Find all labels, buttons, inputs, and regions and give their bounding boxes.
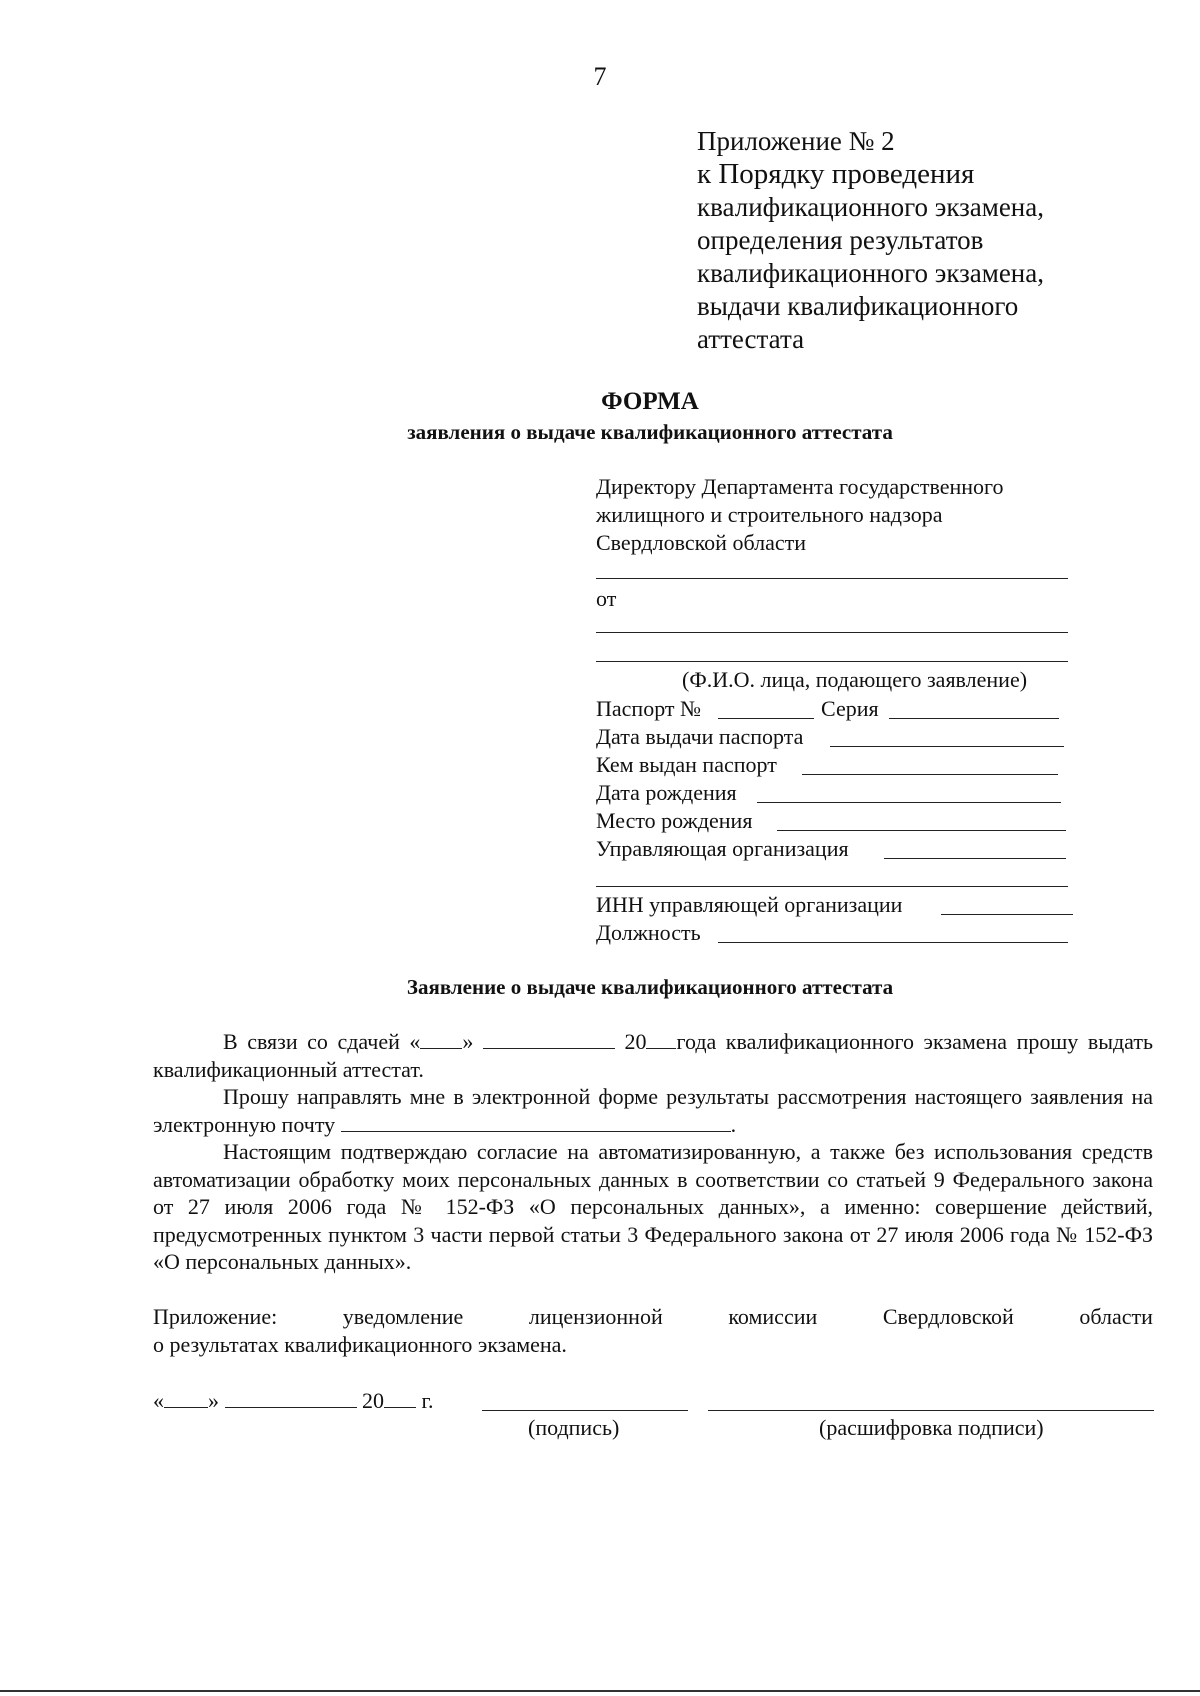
year-blank[interactable]	[646, 1030, 676, 1049]
attachment-word-3: лицензионной	[528, 1304, 663, 1329]
sign-month-blank[interactable]	[225, 1389, 357, 1408]
issue-date-label: Дата выдачи паспорта	[596, 724, 804, 749]
attachment-line-1	[153, 1303, 1153, 1331]
passport-number-label: Паспорт №	[596, 696, 702, 721]
sign-year-blank[interactable]	[384, 1389, 416, 1408]
attachment-line-2: о результатах квалификационного экзамена.	[153, 1332, 567, 1357]
appendix-line-6: выдачи квалификационного	[697, 291, 1019, 321]
p1-text-d: года квалификационного экзамена прошу выдать квалификационный аттестат.	[153, 1029, 1154, 1082]
sign-year-prefix: 20	[362, 1388, 384, 1413]
sign-day-blank[interactable]	[164, 1389, 208, 1408]
appendix-line-3: квалификационного экзамена,	[697, 192, 1044, 222]
form-subtitle: заявления о выдаче квалификационного аттестата	[407, 420, 893, 444]
attachment-block	[153, 1303, 1153, 1359]
inn-line[interactable]	[941, 914, 1073, 915]
p1-text-a: В связи со сдачей «	[223, 1029, 421, 1054]
statement-body	[153, 1028, 1153, 1276]
attachment-word-1: Приложение:	[153, 1304, 278, 1329]
addressee-block	[596, 473, 1076, 557]
email-blank[interactable]	[341, 1113, 731, 1132]
attachment-word-6: области	[1079, 1304, 1153, 1329]
appendix-line-7: аттестата	[697, 324, 805, 354]
signature-decoding-line[interactable]	[708, 1410, 1154, 1411]
inn-label: ИНН управляющей организации	[596, 892, 903, 917]
attachment-word-4: комиссии	[728, 1304, 818, 1329]
issued-by-line[interactable]	[802, 774, 1058, 775]
birth-date-label: Дата рождения	[596, 780, 737, 805]
form-title: ФОРМА	[601, 388, 699, 415]
issued-by-label: Кем выдан паспорт	[596, 752, 777, 777]
p2-text-b: .	[730, 1111, 737, 1137]
addressee-line-3: Свердловской области	[596, 530, 806, 555]
addressee-line-2: жилищного и строительного надзора	[596, 502, 943, 527]
passport-series-label: Серия	[821, 696, 879, 721]
statement-paragraph-3: Настоящим подтверждаю согласие на автоматизированную, а также без использования средств автоматизации обработку моих персональных данных в соответствии со статьей 9 Федерального закона от 27 июля 2006 года № 152-ФЗ «О персональных данных», а именно: совершение действий, предусмотренных пунктом 3 части первой статьи 3 Федерального закона от 27 июля 2006 года № 152-ФЗ «О персональных данных».	[153, 1139, 1153, 1274]
signature-caption: (подпись)	[528, 1415, 620, 1440]
managing-org-line-2[interactable]	[596, 886, 1068, 887]
appendix-header	[697, 125, 1117, 356]
bottom-rule	[0, 1690, 1200, 1692]
issue-date-line[interactable]	[830, 746, 1064, 747]
date-close-quote: »	[208, 1388, 219, 1413]
passport-series-line[interactable]	[889, 718, 1059, 719]
attachment-word-2: уведомление	[342, 1304, 464, 1329]
birth-date-line[interactable]	[757, 802, 1061, 803]
p2-text-a: Прошу направлять мне в электронной форме результаты рассмотрения настоящего заявления на электронную почту	[153, 1084, 1153, 1137]
appendix-line-4: определения результатов	[697, 225, 984, 255]
month-blank[interactable]	[483, 1030, 615, 1049]
position-line[interactable]	[718, 942, 1068, 943]
managing-org-line[interactable]	[884, 858, 1066, 859]
date-open-quote: «	[153, 1388, 164, 1413]
passport-number-line[interactable]	[718, 718, 814, 719]
fio-caption: (Ф.И.О. лица, подающего заявление)	[682, 667, 1028, 692]
director-name-line[interactable]	[596, 578, 1068, 579]
sign-year-suffix: г.	[421, 1388, 434, 1413]
statement-paragraph-2	[153, 1083, 1153, 1138]
p1-text-c: 20	[624, 1029, 647, 1054]
statement-title: Заявление о выдаче квалификационного аттестата	[406, 975, 894, 999]
appendix-line-2: к Порядку проведения	[697, 158, 975, 190]
appendix-line-5: квалификационного экзамена,	[697, 258, 1044, 288]
from-label: от	[596, 586, 617, 611]
birth-place-label: Место рождения	[596, 808, 753, 833]
signature-line[interactable]	[482, 1410, 688, 1411]
day-blank[interactable]	[420, 1030, 462, 1049]
from-line-1[interactable]	[596, 632, 1068, 633]
page-number: 7	[593, 62, 607, 91]
from-line-2[interactable]	[596, 661, 1068, 662]
appendix-line-1: Приложение № 2	[697, 126, 895, 156]
addressee-line-1: Директору Департамента государственного	[596, 474, 1004, 499]
decoding-caption: (расшифровка подписи)	[819, 1415, 1044, 1440]
birth-place-line[interactable]	[777, 830, 1066, 831]
attachment-word-5: Свердловской	[882, 1304, 1014, 1329]
managing-org-label: Управляющая организация	[596, 836, 849, 861]
statement-paragraph-1	[153, 1028, 1153, 1083]
p1-text-b: »	[462, 1029, 474, 1054]
position-label: Должность	[596, 920, 701, 945]
